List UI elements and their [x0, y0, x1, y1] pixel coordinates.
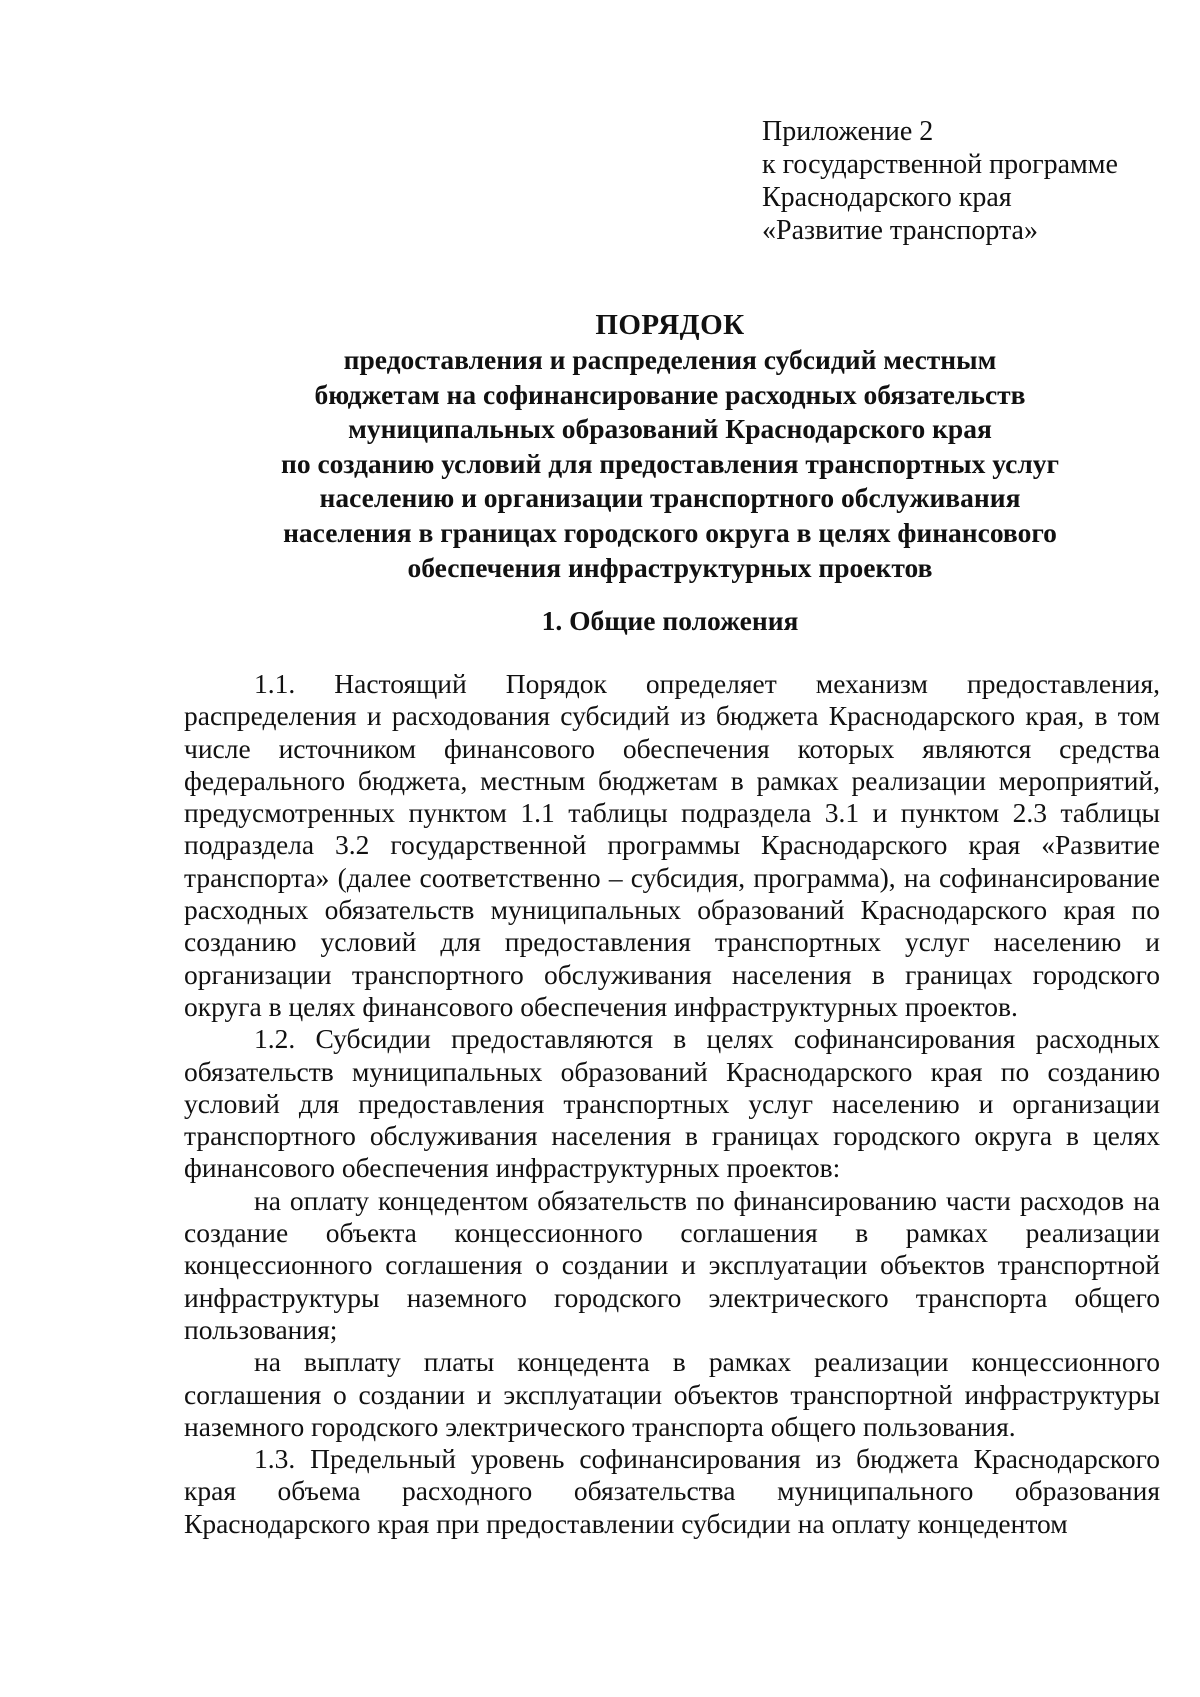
document-title: ПОРЯДОК — [595, 309, 745, 341]
paragraph: на оплату концедентом обязательств по финансированию части расходов на создание объекта концессионного соглашения в рамках реализации концессионного соглашения о создании и эксплуатации объектов транспортной инфраструктуры наземного городского электрического транспорта общего пользования; — [184, 1184, 1160, 1345]
document-subtitle-line: по созданию условий для предоставления транспортных услуг — [280, 447, 1060, 479]
appendix-line: к государственной программе — [762, 149, 1118, 180]
appendix-line: Краснодарского края — [762, 182, 1012, 213]
document-body — [184, 668, 1160, 1540]
section-heading: 1. Общие положения — [541, 605, 799, 636]
document-subtitle-line: бюджетам на софинансирование расходных обязательств — [314, 378, 1026, 410]
paragraph: на выплату платы концедента в рамках реализации концессионного соглашения о создании и эксплуатации объектов транспортной инфраструктуры наземного городского электрического транспорта общего пользования. — [184, 1346, 1160, 1442]
appendix-line: «Развитие транспорта» — [762, 215, 1038, 246]
document-subtitle-line: предоставления и распределения субсидий местным — [343, 344, 997, 375]
document-subtitle-line: населению и организации транспортного обслуживания — [319, 482, 1021, 514]
document-subtitle-line: муниципальных образований Краснодарского края — [348, 413, 992, 445]
document-title-block — [180, 308, 1160, 585]
appendix-note — [762, 115, 1182, 247]
appendix-line: Приложение 2 — [762, 116, 934, 147]
paragraph: 1.3. Предельный уровень софинансирования из бюджета Краснодарского края объема расходного обязательства муниципального образования Краснодарского края при предоставлении субсидии на оплату концедентом — [184, 1443, 1160, 1539]
paragraph: 1.1. Настоящий Порядок определяет механизм предоставления, распределения и расходования субсидий из бюджета Краснодарского края, в том числе источником финансового обеспечения которых являются средства федерального бюджета, местным бюджетам в рамках реализации мероприятий, предусмотренных пунктом 1.1 таблицы подраздела 3.1 и пунктом 2.3 таблицы подраздела 3.2 государственной программы Краснодарского края «Развитие транспорта» (далее соответственно – субсидия, программа), на софинансирование расходных обязательств муниципальных образований Краснодарского края по созданию условий для предоставления транспортных услуг населению и организации транспортного обслуживания населения в границах городского округа в целях финансового обеспечения инфраструктурных проектов. — [184, 668, 1160, 1022]
document-subtitle-line: населения в границах городского округа в целях финансового — [283, 516, 1057, 548]
document-subtitle-line: обеспечения инфраструктурных проектов — [407, 551, 933, 583]
paragraph: 1.2. Субсидии предоставляются в целях софинансирования расходных обязательств муниципальных образований Краснодарского края по созданию условий для предоставления транспортных услуг населению и организации транспортного обслуживания населения в границах городского округа в целях финансового обеспечения инфраструктурных проектов: — [184, 1023, 1160, 1184]
